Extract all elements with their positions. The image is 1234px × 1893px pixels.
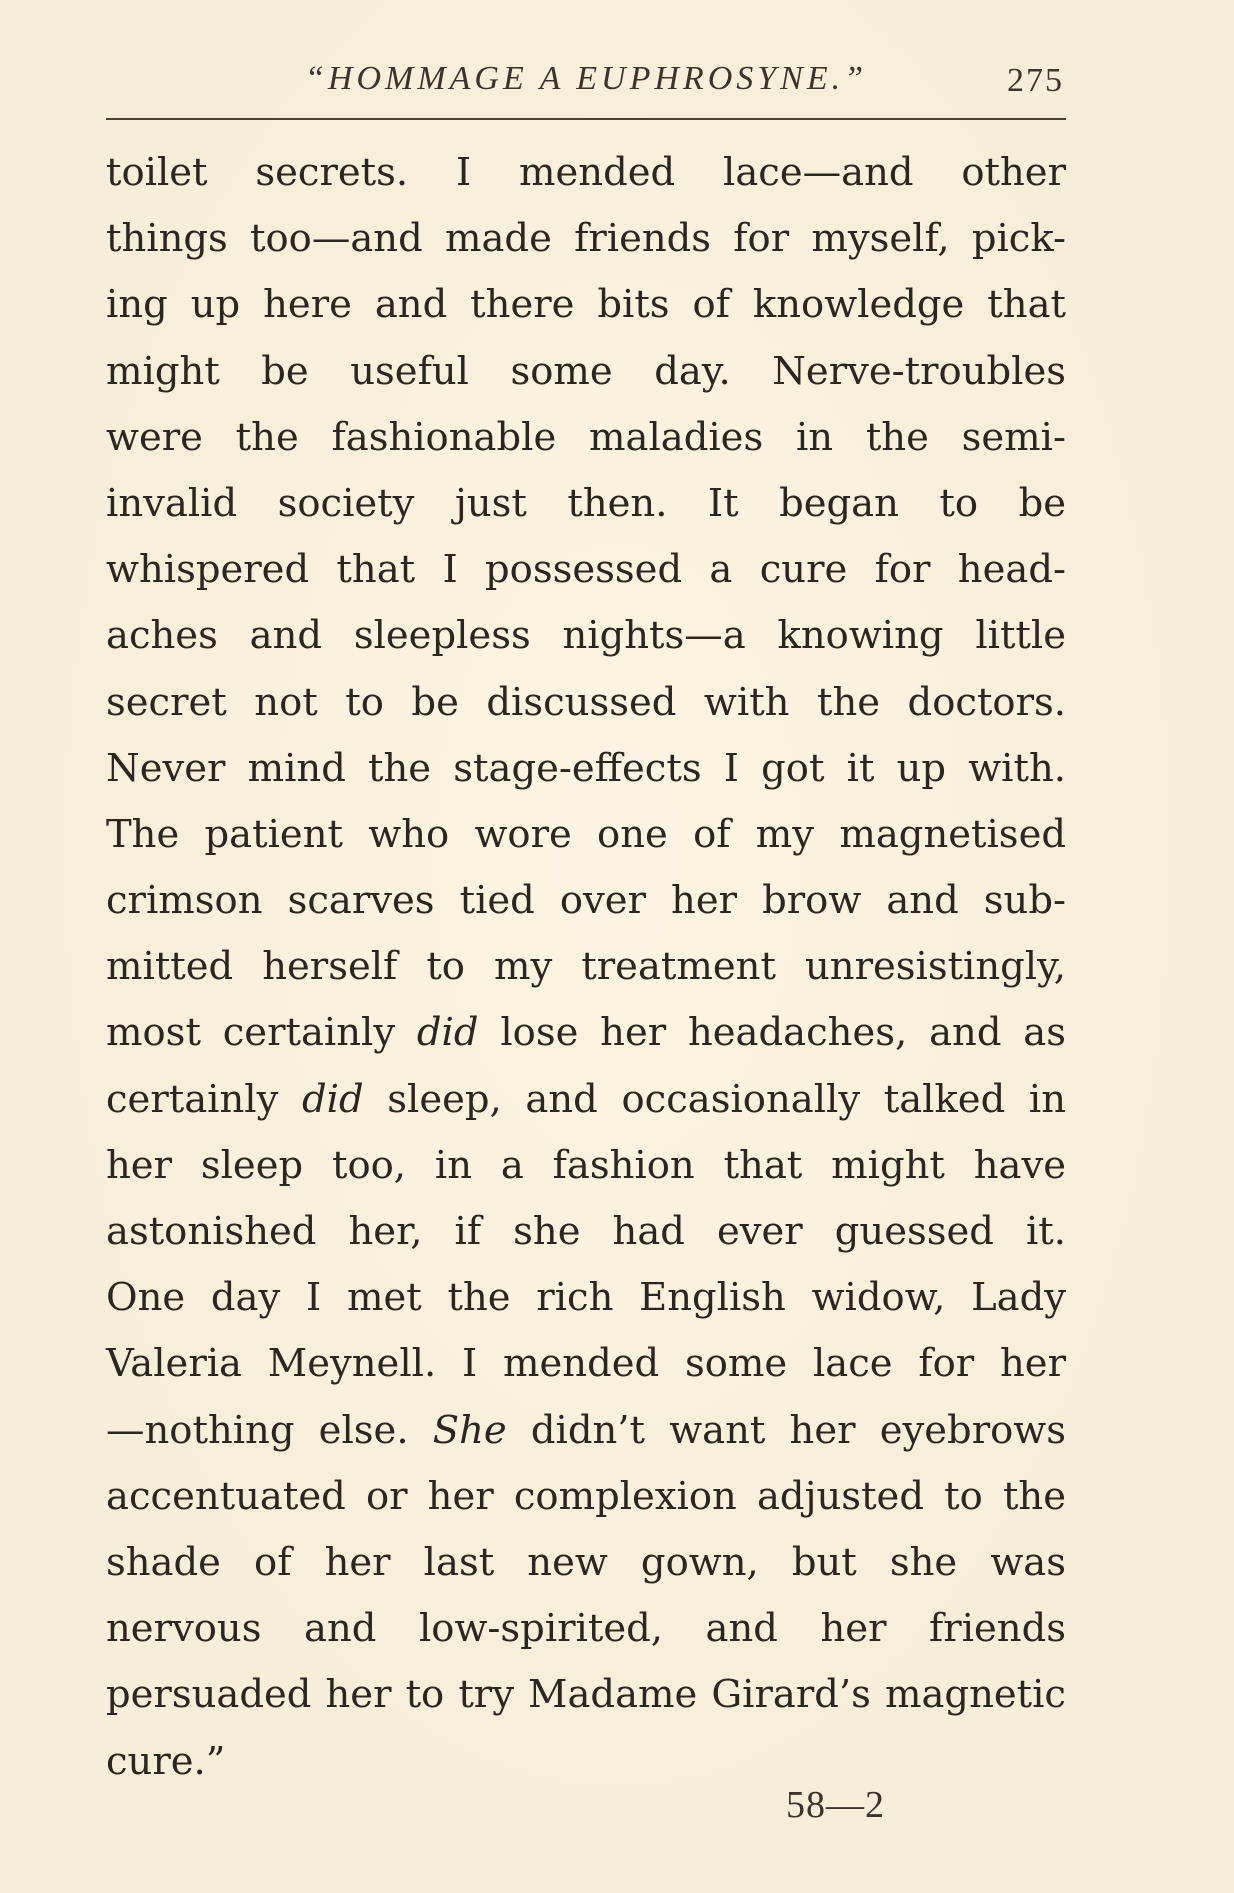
text-line: might be useful some day. Nerve-troubles	[106, 348, 1066, 394]
text-line: Valeria Meynell. I mended some lace for her	[106, 1341, 1066, 1387]
body-text	[106, 140, 1066, 1795]
text-line: were the fashionable maladies in the semi-	[106, 414, 1066, 460]
text-segment: didn’t want her eyebrows	[506, 1407, 1066, 1453]
text-segment: sleep, and occasionally talked in	[363, 1076, 1066, 1122]
text-line: shade of her last new gown, but she was	[106, 1539, 1066, 1585]
text-line: ing up here and there bits of knowledge that	[106, 282, 1066, 328]
signature-mark: 58—2	[786, 1784, 885, 1826]
text-line: her sleep too, in a fashion that might have	[106, 1142, 1066, 1188]
text-line: nervous and low-spirited, and her friends	[106, 1606, 1066, 1652]
text-line-with-italic	[106, 1067, 1066, 1133]
text-line: whispered that I possessed a cure for head-	[106, 547, 1066, 593]
text-segment: most certainly	[106, 1010, 417, 1056]
text-line: invalid society just then. It began to be	[106, 480, 1066, 526]
text-line: Never mind the stage-effects I got it up with.	[106, 745, 1066, 791]
running-head	[108, 60, 1064, 110]
text-segment: —nothing else.	[106, 1407, 433, 1453]
running-title: “HOMMAGE A EUPHROSYNE.”	[304, 60, 868, 97]
text-line: The patient who wore one of my magnetised	[106, 811, 1066, 857]
text-line: One day I met the rich English widow, Lady	[106, 1275, 1066, 1321]
text-line: toilet secrets. I mended lace—and other	[106, 150, 1066, 195]
text-line: crimson scarves tied over her brow and sub-	[106, 878, 1066, 924]
text-segment: certainly	[106, 1076, 302, 1122]
text-line: secret not to be discussed with the doctors.	[106, 679, 1066, 725]
page-number: 275	[1007, 62, 1064, 99]
text-line: persuaded her to try Madame Girard’s magnetic	[106, 1672, 1066, 1718]
italic-emphasis: She	[432, 1407, 507, 1453]
text-line: mitted herself to my treatment unresistingly,	[106, 944, 1066, 990]
text-line: aches and sleepless nights—a knowing little	[106, 613, 1066, 659]
text-line-last: cure.”	[106, 1738, 226, 1784]
text-line: astonished her, if she had ever guessed it.	[106, 1209, 1066, 1254]
italic-emphasis: did	[416, 1010, 479, 1056]
header-rule	[106, 118, 1066, 120]
text-line: accentuated or her complexion adjusted to the	[106, 1473, 1066, 1519]
text-line: things too—and made friends for myself, pick-	[106, 216, 1066, 262]
text-line-with-italic	[106, 1000, 1066, 1066]
text-line-with-italic	[106, 1398, 1066, 1464]
text-segment: lose her headaches, and as	[478, 1010, 1066, 1056]
italic-emphasis: did	[302, 1076, 364, 1122]
